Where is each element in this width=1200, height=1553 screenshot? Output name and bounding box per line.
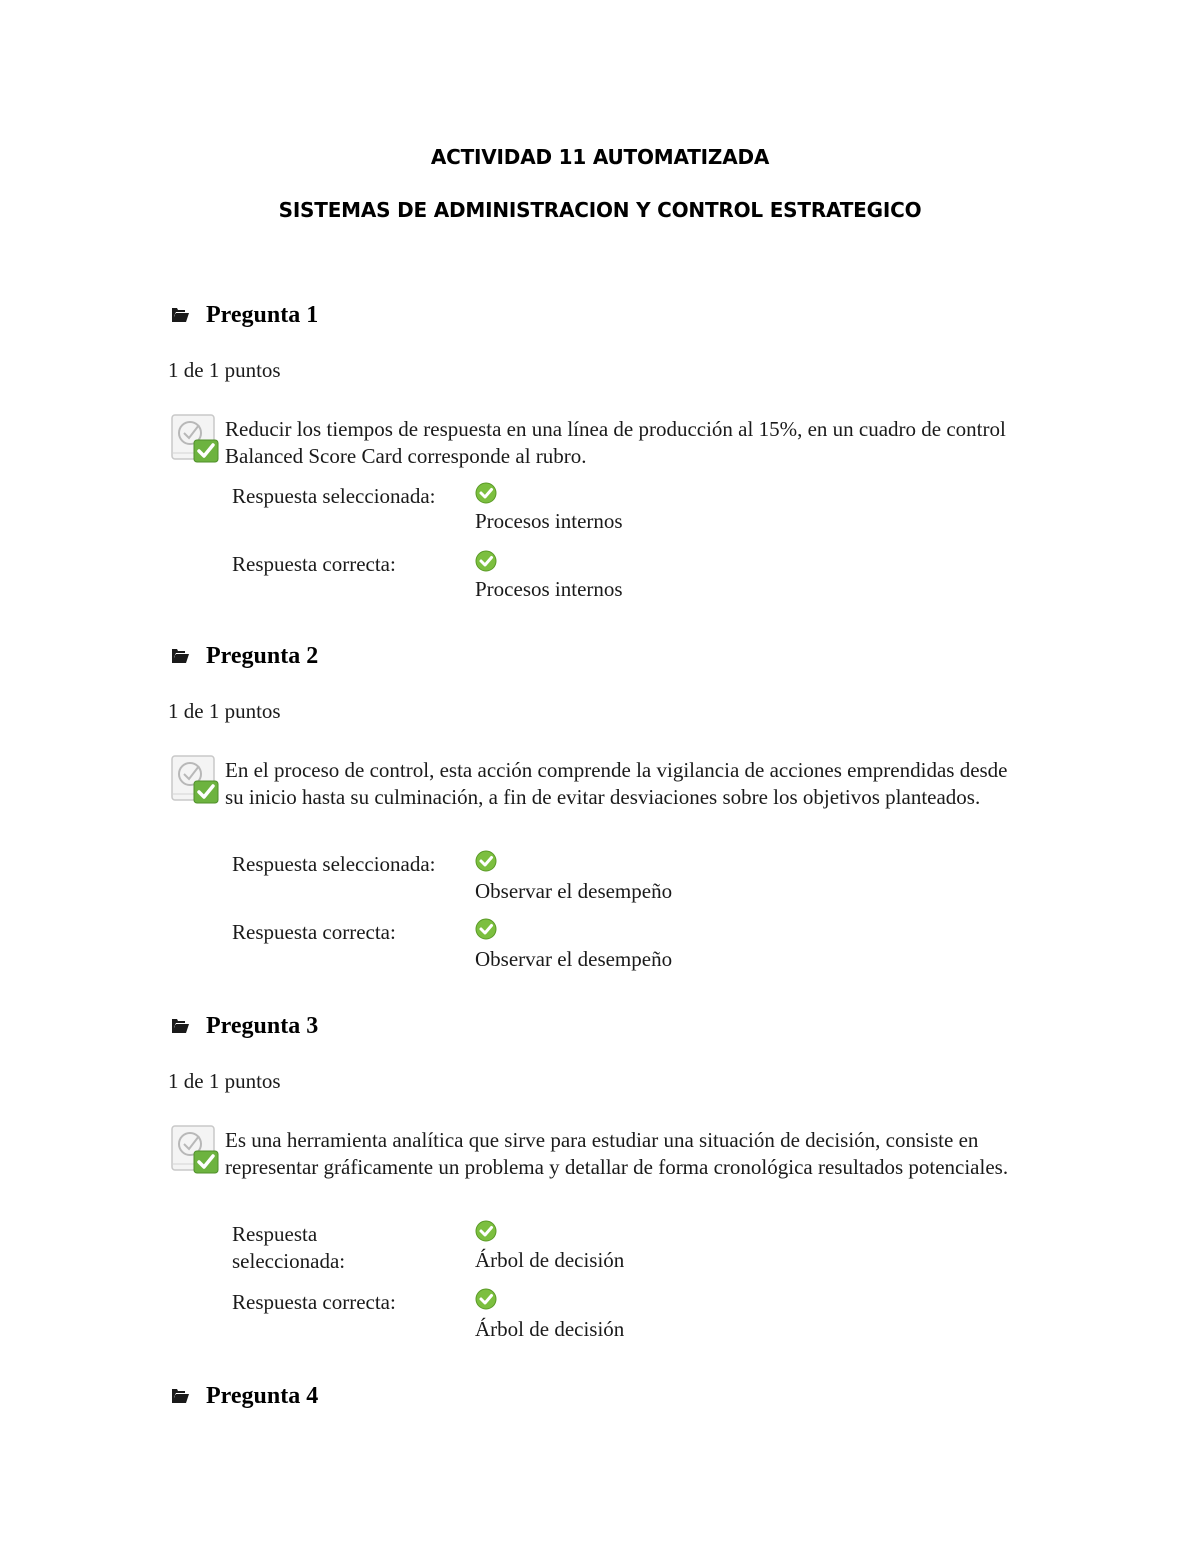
question-2-correct-value: Observar el desempeño [475, 947, 673, 971]
green-check-icon [475, 1288, 497, 1310]
question-2-selected-value: Observar el desempeño [475, 879, 673, 903]
question-2-points: 1 de 1 puntos [168, 699, 281, 723]
question-2-text: En el proceso de control, esta acción comprende la vigilancia de acciones emprendidas desde su inicio hasta su culminación, a fin de evitar desviaciones sobre los objetivos planteados. [225, 758, 1008, 809]
question-1-points: 1 de 1 puntos [168, 358, 281, 382]
question-1-selected-label: Respuesta seleccionada: [232, 484, 436, 508]
document-folder-icon [170, 305, 190, 325]
question-3-selected-value: Árbol de decisión [475, 1248, 625, 1272]
question-2-title: Pregunta 2 [206, 642, 319, 669]
document-subtitle: SISTEMAS DE ADMINISTRACION Y CONTROL ESTRATEGICO [278, 198, 922, 222]
question-3-header [170, 1011, 318, 1041]
graded-correct-icon [168, 413, 220, 465]
green-check-icon [475, 1220, 497, 1242]
document-folder-icon [170, 1386, 190, 1406]
green-check-icon [475, 550, 497, 572]
graded-correct-icon [168, 754, 220, 806]
question-4-header [170, 1381, 318, 1411]
question-1-correct-label: Respuesta correcta: [232, 552, 396, 576]
question-3-points: 1 de 1 puntos [168, 1069, 281, 1093]
document-title: ACTIVIDAD 11 AUTOMATIZADA [430, 145, 770, 169]
question-3-correct-value: Árbol de decisión [475, 1317, 625, 1341]
document-folder-icon [170, 1016, 190, 1036]
question-4-title: Pregunta 4 [206, 1382, 319, 1409]
document-folder-icon [170, 646, 190, 666]
question-2-selected-label: Respuesta seleccionada: [232, 852, 436, 876]
question-3-correct-label: Respuesta correcta: [232, 1290, 396, 1314]
question-1-text: Reducir los tiempos de respuesta en una línea de producción al 15%, en un cuadro de control Balanced Score Card corresponde al rubro. [225, 417, 1006, 468]
question-1-header [170, 300, 318, 330]
green-check-icon [475, 918, 497, 940]
green-check-icon [475, 850, 497, 872]
question-3-text: Es una herramienta analítica que sirve para estudiar una situación de decisión, consiste en representar gráficamente un problema y detallar de forma cronológica resultados potenciales. [225, 1128, 1009, 1179]
green-check-icon [475, 482, 497, 504]
question-1-selected-value: Procesos internos [475, 509, 623, 533]
question-2-header [170, 641, 318, 671]
question-3-title: Pregunta 3 [206, 1012, 319, 1039]
question-2-correct-label: Respuesta correcta: [232, 920, 396, 944]
question-1-correct-value: Procesos internos [475, 577, 623, 601]
question-3-selected-label: Respuesta seleccionada: [232, 1222, 346, 1273]
graded-correct-icon [168, 1124, 220, 1176]
question-1-title: Pregunta 1 [206, 301, 319, 328]
